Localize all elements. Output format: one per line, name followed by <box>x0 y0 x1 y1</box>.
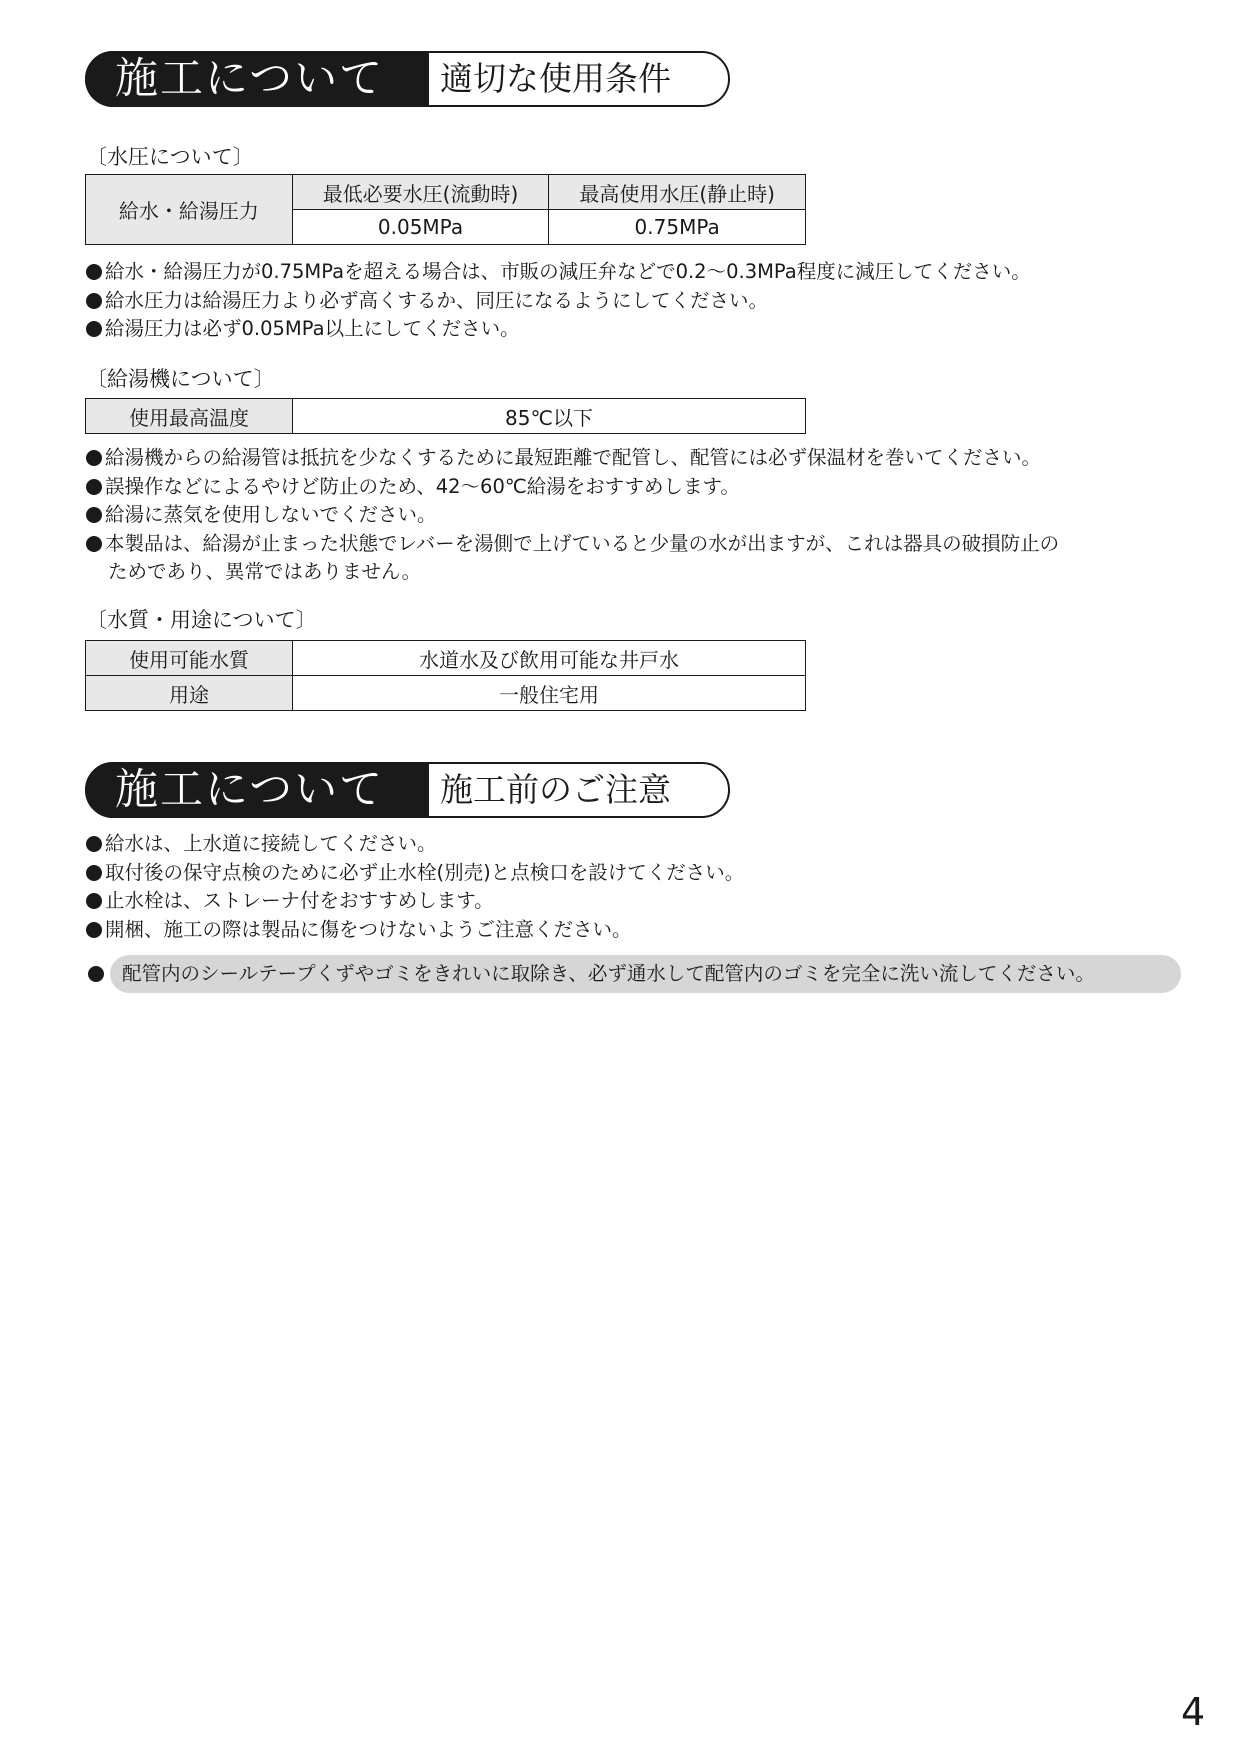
bullet-icon <box>86 836 102 852</box>
precaution-notes <box>86 830 744 944</box>
water-pressure-table <box>85 174 806 245</box>
quality-header: 使用可能水質 <box>86 641 293 676</box>
water-pressure-label: 〔水圧について〕 <box>86 145 254 169</box>
min-pressure-header: 最低必要水圧(流動時) <box>292 175 549 210</box>
table-row <box>86 641 806 676</box>
list-item: 誤操作などによるやけど防止のため、42〜60℃給湯をおすすめします。 <box>86 473 1059 502</box>
heading-subtitle: 適切な使用条件 <box>440 59 671 98</box>
list-item: 給水・給湯圧力が0.75MPaを超える場合は、市販の減圧弁などで0.2〜0.3MPa程度に減圧してください。 <box>86 258 1031 287</box>
list-item: 本製品は、給湯が止まった状態でレバーを湯側で上げていると少量の水が出ますが、これは器具の破損防止の <box>86 530 1059 559</box>
list-item: 給水は、上水道に接続してください。 <box>86 830 744 859</box>
pressure-row-header: 給水・給湯圧力 <box>86 175 293 245</box>
max-pressure-header: 最高使用水圧(静止時) <box>549 175 806 210</box>
bullet-icon <box>86 321 102 337</box>
list-item: 取付後の保守点検のために必ず止水栓(別売)と点検口を設けてください。 <box>86 859 744 888</box>
page-number: 4 <box>1181 1690 1206 1734</box>
water-quality-table <box>85 640 806 711</box>
min-pressure-value: 0.05MPa <box>292 210 549 245</box>
list-item: 給湯機からの給湯管は抵抗を少なくするために最短距離で配管し、配管には必ず保温材を巻いてください。 <box>86 444 1059 473</box>
heading-divider <box>425 762 429 818</box>
water-heater-notes <box>86 444 1059 587</box>
bullet-icon <box>86 507 102 523</box>
bullet-icon <box>86 893 102 909</box>
max-temp-header: 使用最高温度 <box>86 399 293 434</box>
water-heater-table <box>85 398 806 434</box>
heading-divider <box>425 51 429 107</box>
bullet-icon <box>86 264 102 280</box>
bullet-icon <box>86 922 102 938</box>
bullet-icon <box>88 966 104 982</box>
section-heading-precautions <box>85 762 730 818</box>
list-item: 開梱、施工の際は製品に傷をつけないようご注意ください。 <box>86 916 744 945</box>
table-row <box>86 676 806 711</box>
bullet-icon <box>86 865 102 881</box>
usage-header: 用途 <box>86 676 293 711</box>
water-pressure-notes <box>86 258 1031 344</box>
usage-value: 一般住宅用 <box>293 676 806 711</box>
bullet-icon <box>86 536 102 552</box>
list-item: 給湯に蒸気を使用しないでください。 <box>86 501 1059 530</box>
heading-title: 施工について <box>85 762 425 818</box>
list-item: 止水栓は、ストレーナ付をおすすめします。 <box>86 887 744 916</box>
quality-value: 水道水及び飲用可能な井戸水 <box>293 641 806 676</box>
max-pressure-value: 0.75MPa <box>549 210 806 245</box>
list-item: 給水圧力は給湯圧力より必ず高くするか、同圧になるようにしてください。 <box>86 287 1031 316</box>
heading-title: 施工について <box>85 51 425 107</box>
notice-text: 配管内のシールテープくずやゴミをきれいに取除き、必ず通水して配管内のゴミを完全に洗い流してください。 <box>110 955 1181 993</box>
bullet-icon <box>86 293 102 309</box>
section-heading-conditions <box>85 51 730 107</box>
water-quality-label: 〔水質・用途について〕 <box>86 608 317 632</box>
list-item: 給湯圧力は必ず0.05MPa以上にしてください。 <box>86 315 1031 344</box>
water-heater-label: 〔給湯機について〕 <box>86 367 275 391</box>
bullet-icon <box>86 479 102 495</box>
list-item-continuation: ためであり、異常ではありません。 <box>108 560 422 583</box>
bullet-icon <box>86 450 102 466</box>
max-temp-value: 85℃以下 <box>293 399 806 434</box>
heading-subtitle: 施工前のご注意 <box>440 770 671 809</box>
highlighted-notice <box>86 955 1181 993</box>
